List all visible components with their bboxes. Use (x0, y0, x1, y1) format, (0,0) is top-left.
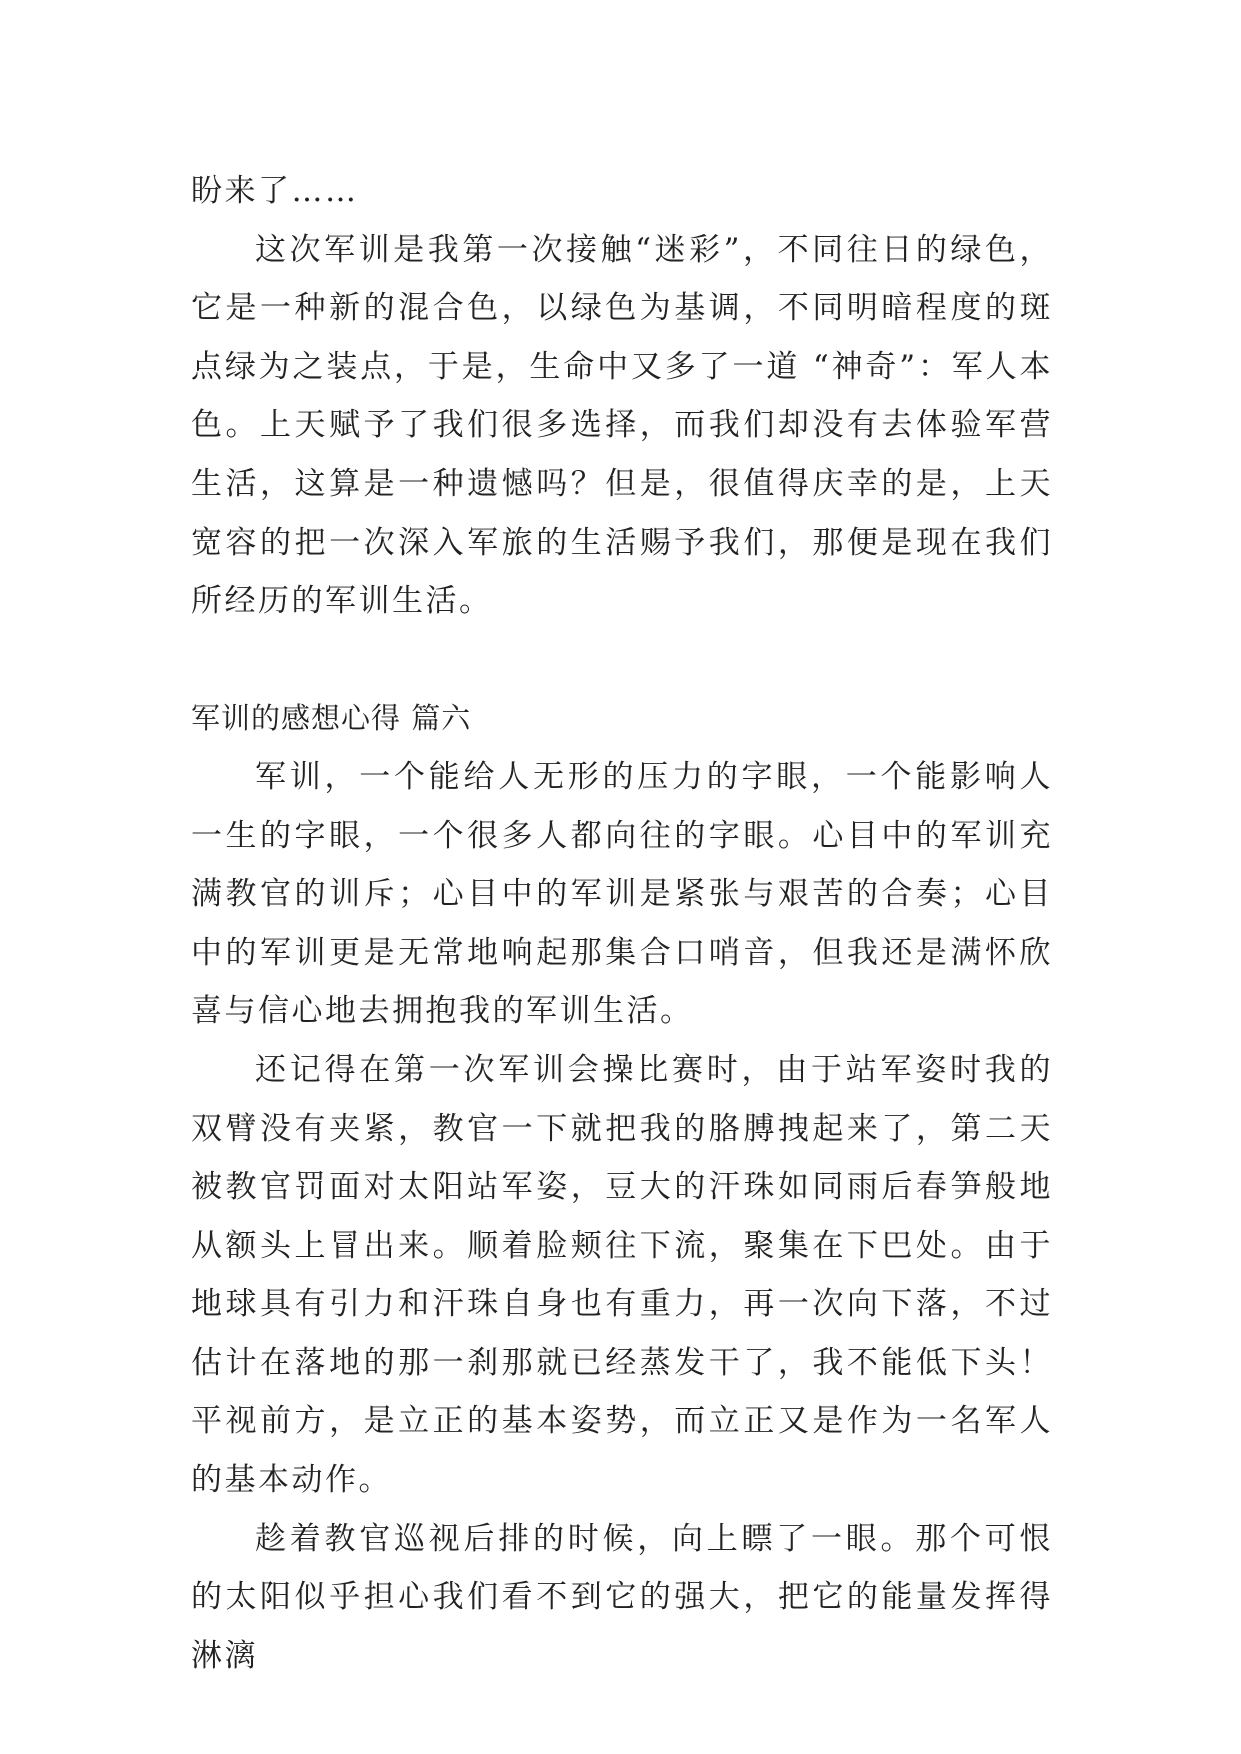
paragraph-camouflage: 这次军训是我第一次接触“迷彩”，不同往日的绿色，它是一种新的混合色，以绿色为基调，不同明暗程度的斑点绿为之装点，于是，生命中又多了一道 “神奇”：军人本色。上天赋予了我们很多选择，而我们却没有去体验军营生活，这算是一种遗憾吗？但是，很值得庆幸的是，上天宽容的把一次深入军旅的生活赐予我们，那便是现在我们所经历的军训生活。 (191, 231, 1053, 620)
section-heading: 军训的感想心得 篇六 (191, 701, 472, 736)
paragraph-continuation: 盼来了…… (191, 173, 359, 209)
paragraph-standing-posture: 还记得在第一次军训会操比赛时，由于站军姿时我的双臂没有夹紧，教官一下就把我的胳膊拽起来了，第二天被教官罚面对太阳站军姿，豆大的汗珠如同雨后春笋般地从额头上冒出来。顺着脸颊往下流，聚集在下巴处。由于地球具有引力和汗珠自身也有重力，再一次向下落，不过估计在落地的那一刹那就已经蒸发干了，我不能低下头！平视前方，是立正的基本姿势，而立正又是作为一名军人的基本动作。 (191, 1051, 1053, 1499)
document-body (191, 162, 1053, 1685)
paragraph-sun: 趁着教官巡视后排的时候，向上瞟了一眼。那个可恨的太阳似乎担心我们看不到它的强大，把它的能量发挥得淋漓 (191, 1520, 1053, 1674)
section-spacer (191, 631, 1053, 690)
paragraph-military-training: 军训，一个能给人无形的压力的字眼，一个能影响人一生的字眼，一个很多人都向往的字眼。心目中的军训充满教官的训斥；心目中的军训是紧张与艰苦的合奏；心目中的军训更是无常地响起那集合口哨音，但我还是满怀欣喜与信心地去拥抱我的军训生活。 (191, 758, 1053, 1030)
